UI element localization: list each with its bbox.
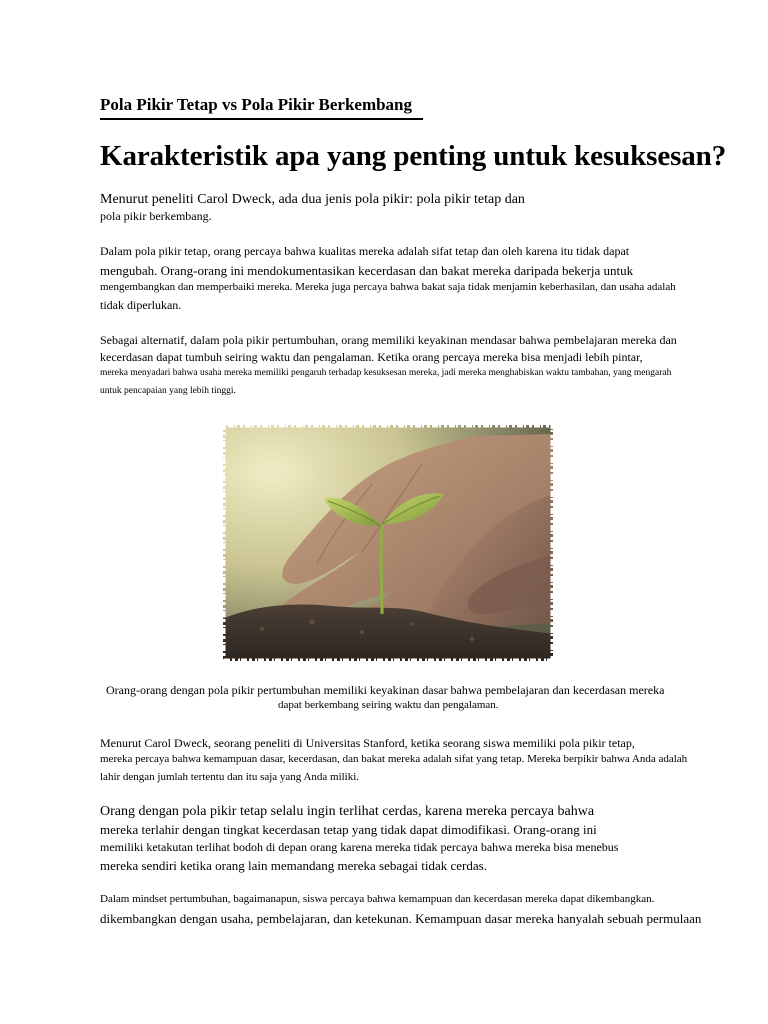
photo-caption-line-2: dapat berkembang seiring waktu dan pengalaman. — [278, 699, 499, 711]
stanford-para-line-3: lahir dengan jumlah tertentu dan itu saja yang Anda miliki. — [100, 771, 360, 783]
growth-para-line-1: Sebagai alternatif, dalam pola pikir pertumbuhan, orang memiliki keyakinan mendasar bahwa pembelajaran mereka dan — [100, 333, 677, 347]
growth-para-line-3: mereka menyadari bahwa usaha mereka memiliki pengaruh terhadap kesuksesan mereka, jadi mereka menghabiskan waktu tambahan, yang mengarah — [100, 368, 672, 378]
fixed-para-line-4: tidak diperlukan. — [100, 298, 182, 312]
growth-para-line-2: kecerdasan dapat tumbuh seiring waktu dan pengalaman. Ketika orang percaya mereka bisa menjadi lebih pintar, — [100, 350, 643, 364]
intro-line-1: Menurut peneliti Carol Dweck, ada dua jenis pola pikir: pola pikir tetap dan — [100, 192, 525, 207]
fixed-para-line-1: Dalam pola pikir tetap, orang percaya bahwa kualitas mereka adalah sifat tetap dan oleh karena itu tidak dapat — [100, 244, 630, 258]
intro-line-2: pola pikir berkembang. — [100, 209, 212, 223]
mindset-para-line-2: dikembangkan dengan usaha, pembelajaran, dan ketekunan. Kemampuan dasar mereka hanyalah sebuah permulaan — [100, 911, 702, 926]
seedling-illustration — [222, 424, 554, 662]
smart-para-line-4: mereka sendiri ketika orang lain memandang mereka sebagai tidak cerdas. — [100, 858, 487, 873]
smart-para-line-3: memiliki ketakutan terlihat bodoh di depan orang karena mereka tidak percaya bahwa mereka bisa menebus — [100, 840, 619, 854]
smart-para-line-1: Orang dengan pola pikir tetap selalu ingin terlihat cerdas, karena mereka percaya bahwa — [100, 804, 595, 819]
main-heading: Karakteristik apa yang penting untuk kesuksesan? — [100, 140, 727, 172]
smart-para-line-2: mereka terlahir dengan tingkat kecerdasan tetap yang tidak dapat dimodifikasi. Orang-orang ini — [100, 822, 597, 837]
stanford-para-line-2: mereka percaya bahwa kemampuan dasar, kecerdasan, dan bakat mereka adalah sifat yang tetap. Mereka berpikir bahwa Anda adalah — [100, 753, 688, 765]
section-title: Pola Pikir Tetap vs Pola Pikir Berkembang — [100, 95, 413, 114]
title-underline — [100, 118, 423, 120]
photo-caption-line-1: Orang-orang dengan pola pikir pertumbuhan memiliki keyakinan dasar bahwa pembelajaran dan kecerdasan mereka — [106, 683, 665, 697]
fixed-para-line-2: mengubah. Orang-orang ini mendokumentasikan kecerdasan dan bakat mereka daripada bekerja untuk — [100, 263, 634, 278]
seedling-photo — [222, 424, 554, 662]
growth-para-line-4: untuk pencapaian yang lebih tinggi. — [100, 386, 236, 396]
mindset-para-line-1: Dalam mindset pertumbuhan, bagaimanapun, siswa percaya bahwa kemampuan dan kecerdasan mereka dapat dikembangkan. — [100, 893, 655, 905]
stanford-para-line-1: Menurut Carol Dweck, seorang peneliti di Universitas Stanford, ketika seorang siswa memiliki pola pikir tetap, — [100, 736, 635, 750]
fixed-para-line-3: mengembangkan dan memperbaiki mereka. Mereka juga percaya bahwa bakat saja tidak menjamin keberhasilan, dan usaha adalah — [100, 281, 676, 293]
